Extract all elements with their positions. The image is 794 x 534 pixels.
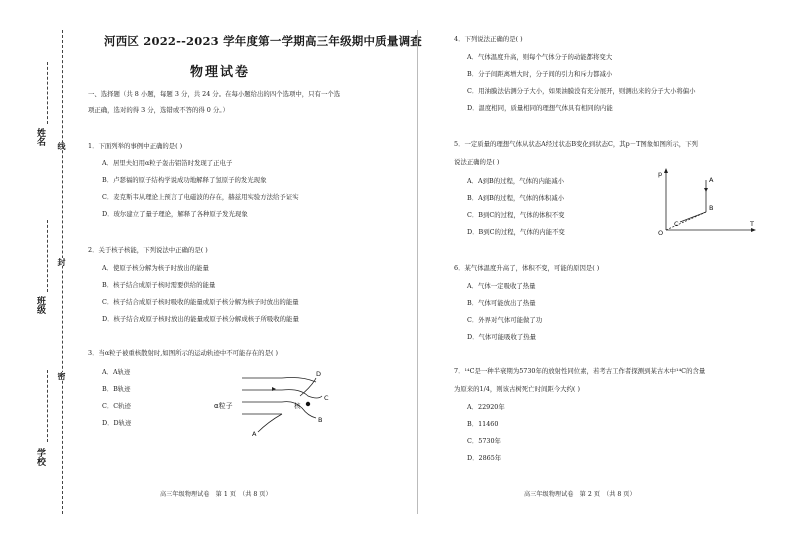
question-3-option-a: A．A轨迹 [102, 368, 131, 376]
nucleus-label: 核 [294, 402, 301, 410]
question-1-option-d: D．玻尔建立了量子理论，解释了各种原子发光现象 [102, 210, 248, 218]
question-5-stem-line2: 说法正确的是( ) [454, 158, 500, 166]
page-footer-right: 高三年级物理试卷 第 2 页 （共 8 页） [524, 491, 636, 498]
section-intro-line2: 项正确，选对的得 3 分，选错或不答的得 0 分。） [88, 106, 229, 114]
question-1-stem: 1．下面列举的事例中正确的是( ) [88, 142, 183, 150]
question-7-option-a: A．22920年 [467, 403, 505, 411]
page-divider [417, 30, 418, 514]
graph-point-b: B [709, 204, 714, 212]
seal-char-mi: 密 [57, 372, 67, 380]
graph-origin-o: O [658, 229, 664, 237]
question-5-option-c: C．B到C的过程，气体的体积不变 [467, 211, 565, 219]
p-t-graph [654, 166, 764, 238]
name-blank-line [47, 62, 48, 124]
question-7-stem-line2: 为原来的1/4，则该古树死亡时间距今大约( ) [454, 385, 580, 393]
question-4-option-b: B．分子间距离增大时，分子间的引力和斥力都减小 [467, 70, 613, 78]
graph-axis-p: p [658, 170, 663, 178]
graph-point-c: C [674, 220, 679, 228]
question-4-option-d: D．温度相同，质量相同的理想气体具有相同的内能 [467, 104, 613, 112]
scattering-diagram [212, 366, 340, 438]
graph-axis-t: T [750, 220, 754, 228]
question-7-option-c: C．5730年 [467, 437, 501, 445]
name-label: 姓名 [35, 128, 45, 146]
question-3-option-d: D．D轨迹 [102, 419, 132, 427]
trajectory-label-a: A [252, 430, 257, 438]
question-6-stem: 6．某气体温度升高了，体积不变，可能的原因是( ) [454, 264, 600, 272]
trajectory-label-c: C [324, 394, 329, 402]
question-4-stem: 4．下列说法正确的是( ) [454, 35, 523, 43]
question-6-option-c: C．外界对气体可能做了功 [467, 316, 543, 324]
question-2-option-d: D．核子结合成原子核时放出的能量或原子核分解成核子所吸收的能量 [102, 315, 299, 323]
question-4-option-a: A．气体温度升高，则每个气体分子的动能都将变大 [467, 53, 613, 61]
trajectory-label-b: B [318, 416, 323, 424]
subject-title: 物理试卷 [190, 65, 251, 80]
question-1-option-c: C．麦克斯韦从理论上预言了电磁波的存在，赫兹用实验方法给予证实 [102, 193, 299, 201]
question-6-option-a: A．气体一定吸收了热量 [467, 282, 536, 290]
question-3-stem: 3．当α粒子被重核散射时,如图所示的运动轨迹中不可能存在的是( ) [88, 349, 278, 357]
question-4-option-c: C．用油膜法估测分子大小，如果油膜没有充分展开，则测出来的分子大小将偏小 [467, 87, 696, 95]
class-label: 班级 [35, 296, 45, 314]
question-7-option-d: D．2865年 [467, 454, 502, 462]
question-2-option-a: A．使原子核分解为核子时放出的能量 [102, 264, 209, 272]
question-2-stem: 2．关于核子核能，下列说法中正确的是( ) [88, 246, 208, 254]
question-5-option-d: D．B到C的过程，气体的内能不变 [467, 228, 565, 236]
question-3-option-b: B．B轨迹 [102, 385, 131, 393]
question-5-option-a: A．A到B的过程，气体的内能减小 [467, 177, 565, 185]
question-6-option-b: B．气体可能放出了热量 [467, 299, 536, 307]
question-2-option-c: C．核子结合成原子核时吸收的能量或原子核分解为核子时放出的能量 [102, 298, 299, 306]
question-5-option-b: B．A到B的过程，气体的体积减小 [467, 194, 565, 202]
graph-point-a: A [709, 176, 714, 184]
seal-char-xian: 线 [57, 142, 67, 150]
seal-char-feng: 封 [57, 258, 67, 266]
question-3-option-c: C．C轨迹 [102, 402, 131, 410]
school-label: 学校 [35, 448, 45, 466]
school-blank-line [47, 370, 48, 442]
trajectory-label-d: D [316, 370, 322, 378]
exam-title: 河西区 2022--2023 学年度第一学期高三年级期中质量调查 [104, 34, 422, 48]
alpha-particle-label: α粒子 [214, 402, 233, 410]
page-footer-left: 高三年级物理试卷 第 1 页 （共 8 页） [160, 491, 272, 498]
section-intro-line1: 一、选择题（共 8 小题，每题 3 分，共 24 分。在每小题给出的四个选项中，只有一个选 [88, 90, 341, 98]
question-7-option-b: B．11460 [467, 420, 499, 428]
question-1-option-a: A．居里夫妇用α粒子轰击铝箔时发现了正电子 [102, 159, 233, 167]
question-7-stem-line1: 7．¹⁴C是一种半衰期为5730年的放射性同位素，若考古工作者探测到某古木中¹⁴C的含量 [454, 367, 706, 375]
class-blank-line [47, 220, 48, 292]
question-5-stem-line1: 5．一定质量的理想气体从状态A经过状态B变化到状态C，其p－T图象如图所示，下列 [454, 140, 698, 148]
question-6-option-d: D．气体可能吸收了热量 [467, 333, 537, 341]
question-1-option-b: B．卢瑟福的原子结构学说成功地解释了氢原子的发光现象 [102, 176, 267, 184]
seal-line [62, 30, 63, 514]
question-2-option-b: B．核子结合成原子核时需要供给的能量 [102, 281, 216, 289]
